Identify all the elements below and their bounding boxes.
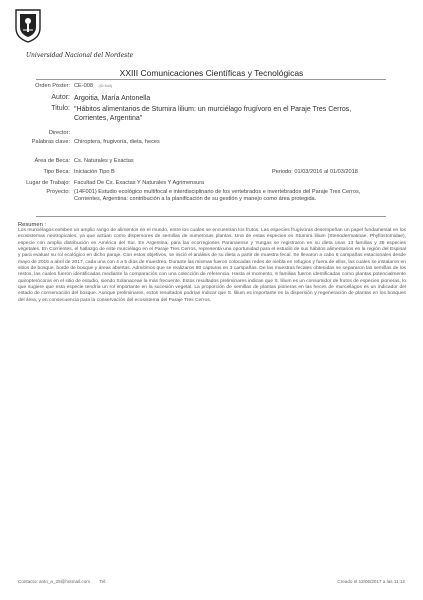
divider-top bbox=[36, 79, 386, 80]
field-value: CE-008 bbox=[74, 83, 93, 89]
field-value: Chiroptera, frugivoría, dieta, heces bbox=[74, 139, 160, 145]
field-label: Tipo Beca: bbox=[43, 169, 70, 175]
field-label: Director: bbox=[48, 130, 70, 136]
field-label: Periodo: bbox=[272, 169, 293, 175]
abstract-label: Resumen : bbox=[18, 222, 47, 228]
footer-created: Creado el 13/06/2017 a las 11:12 bbox=[337, 579, 405, 584]
field-value: "Hábitos alimentarios de Sturnira lilium: un murciélago frugívoro en el Paraje Tres Cerros, Corrientes, Argentina" bbox=[74, 106, 352, 122]
contact-tel: Tel: bbox=[99, 579, 107, 584]
field-value: Argoitia, María Antonella bbox=[74, 95, 151, 102]
field-value: Iniciación Tipo B bbox=[74, 169, 115, 175]
field-label: Orden Poster: bbox=[35, 83, 70, 89]
contact-email: Contacto: anto_a_25@hotmail.com bbox=[18, 579, 91, 584]
field-label: Lugar de Trabajo: bbox=[26, 180, 70, 186]
field-label: Titulo: bbox=[51, 105, 70, 112]
field-value: 01/03/2016 al 01/03/2018 bbox=[294, 169, 358, 175]
field-label: Área de Beca: bbox=[34, 158, 70, 164]
footer-contact bbox=[18, 579, 107, 584]
field-value: Facultad De Cs. Exactas Y Naturales Y Agrimensura bbox=[74, 180, 205, 186]
poster-id: (ID 644) bbox=[98, 84, 113, 88]
document-title: XXIII Comunicaciones Científicas y Tecnológicas bbox=[119, 68, 304, 78]
abstract-text: Los murciélagos exhiben un amplio rango de alimentos en el mundo, entre los cuales se encuentran los frutos. Las especies frugívoras desempeñan un papel fundamental en los ecosistemas neotropicales, ya que actúan como dispersores de semillas de numerosas plantas. Una de estas especies es Sturnira lilium (Stenodermatinae, Phyllostomidae), especie con amplia distribución en América del Sur. En Argentina, para las ecorregiones Paranaense y Yungas se registraron en su dieta unas 13 familias y 38 especies vegetales. En Corrientes, el hallazgo de este murciélago en el Paraje Tres Cerros, representa una oportunidad para el estudio de sus hábitos alimentarios en la región del Espinal y para evaluar su rol ecológico en dicho paraje. Con estos objetivos, se inició el análisis de su dieta a partir de muestra fecal. Se llevaron a cabo 6 campañas estacionales desde mayo de 2016 a abril de 2017, cada una con 4 a 5 días de muestreo. Durante las mismas fueron colocadas redes de niebla en refugios y fuera de ellos, las cuales se instalaron en sitios de bosque, borde de bosque y áreas abiertas. Admitimos que se realizaron 80 capturas en 3 campañas. De las muestras fecales obtenidas se separaron las semillas de los restos, las cuales fueron identificadas mediante la comparación con una colección de referencia. Hasta el momento, 6 familias fueron identificadas como plantas potencialmente quiropterócoras en el sitio de estudio, siendo Solanaceae la más frecuente. Estos resultados preliminares indican que S. lilium es un consumidor de frutos de especies pioneras, lo que sugiere que esta especie tendría un rol importante en la sucesión vegetal. La proporción de semillas de plantas pioneras en las heces de murciélagos es un indicador del estado de conservación del bosque. Aunque preliminares, estos resultados podrían indicar que S. lilium es importante en la dispersión y regeneración de plantas en los bosques del área, y en consecuencia para la conservación del ecosistema del Paraje Tres Cerros. bbox=[18, 228, 406, 303]
field-value: Cs. Naturales y Exactas bbox=[74, 158, 134, 164]
field-label: Proyecto: bbox=[46, 189, 70, 195]
field-value: (14F001) Estudio ecológico multifocal e interdisciplinario de los vertebrados e invertebrados del Paraje Tres Cerros, Corrientes, Argentina: contribución a la planificación de su gestión y manejo como área protegida. bbox=[74, 189, 361, 203]
field-label: Palabras clave: bbox=[31, 139, 70, 145]
field-periodo bbox=[272, 169, 358, 175]
university-logo bbox=[12, 8, 134, 66]
university-seal-icon bbox=[12, 8, 44, 44]
divider-middle bbox=[36, 216, 386, 217]
university-name: Universidad Nacional del Nordeste bbox=[26, 52, 134, 59]
field-label: Autor: bbox=[51, 94, 70, 101]
